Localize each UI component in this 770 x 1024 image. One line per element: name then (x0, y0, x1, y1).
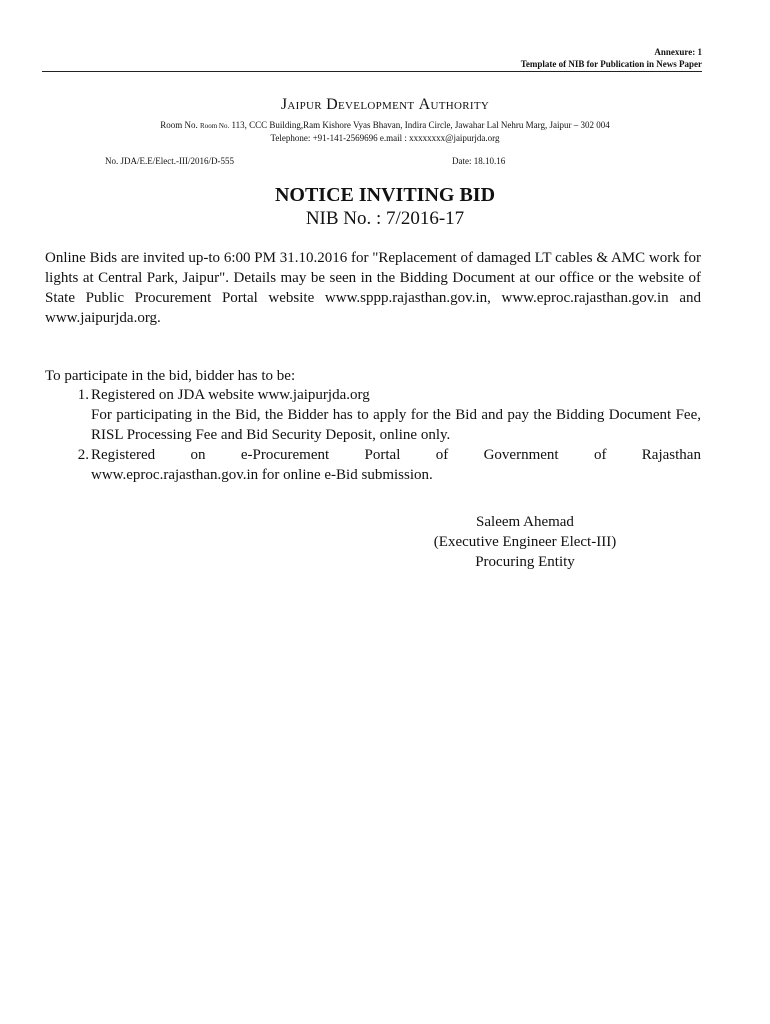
list-item-heading (91, 445, 701, 465)
nib-number: NIB No. : 7/2016-17 (305, 208, 465, 229)
list-item-number: 1. (77, 387, 89, 403)
signatory-name: Saleem Ahemad (476, 514, 574, 530)
notice-body: Online Bids are invited up-to 6:00 PM 31.10.2016 for "Replacement of damaged LT cables & AMC work for lights at Central Park, Jaipur". Details may be seen in the Bidding Document at our office or the website of State Public Procurement Portal website www.sppp.rajasthan.gov.in, www.eproc.rajasthan.gov.in and www.jaipurjda.org. (45, 250, 701, 326)
org-initial-1: J (280, 96, 288, 113)
org-rest-2: evelopment (338, 96, 419, 113)
annexure-header (521, 46, 702, 70)
notice-title: NOTICE INVITING BID (274, 184, 496, 206)
requirements-list (45, 385, 701, 485)
organization-address (0, 119, 770, 144)
list-item-number: 2. (77, 447, 89, 463)
address-line (0, 119, 770, 132)
list-item-detail: www.eproc.rajasthan.gov.in for online e-Bid submission. (91, 467, 433, 483)
reference-number: No. JDA/E.E/Elect.-III/2016/D-555 (105, 156, 234, 166)
header-divider (42, 71, 702, 72)
list-item (45, 445, 701, 485)
org-rest-3: uthority (430, 96, 490, 113)
list-item (45, 385, 701, 445)
heading-word: Portal (364, 447, 401, 463)
heading-word: Registered (91, 447, 156, 463)
reference-date: Date: 18.10.16 (452, 156, 506, 166)
requirements-intro: To participate in the bid, bidder has to be: (45, 368, 296, 384)
address-prefix: Room No. (160, 120, 201, 130)
annexure-label: Annexure: 1 (654, 47, 702, 57)
org-initial-2: D (326, 96, 339, 113)
address-rest: 113, CCC Building,Ram Kishore Vyas Bhavan, Indira Circle, Jawahar Lal Nehru Marg, Jaipur – 302 004 (229, 120, 610, 130)
organization-name (0, 96, 770, 114)
contact-line: Telephone: +91-141-2569696 e.mail : xxxxxxxx@jaipurjda.org (270, 133, 500, 143)
heading-word: of (593, 447, 607, 463)
heading-word: of (435, 447, 449, 463)
list-item-heading: Registered on JDA website www.jaipurjda.org (91, 387, 370, 403)
heading-word: Government (483, 447, 559, 463)
heading-word: e-Procurement (240, 447, 330, 463)
signature-block (420, 512, 630, 572)
heading-word: Rajasthan (641, 447, 701, 463)
heading-word: on (190, 447, 206, 463)
org-initial-3: A (418, 96, 431, 113)
signatory-role: Procuring Entity (475, 554, 575, 570)
template-note: Template of NIB for Publication in News Paper (520, 59, 702, 69)
signatory-designation: (Executive Engineer Elect-III) (433, 534, 617, 550)
address-small: Room No. (200, 122, 230, 130)
org-rest-1: aipur (287, 96, 327, 113)
list-item-detail: For participating in the Bid, the Bidder has to apply for the Bid and pay the Bidding Document Fee, RISL Processing Fee and Bid Security Deposit, online only. (91, 407, 701, 443)
